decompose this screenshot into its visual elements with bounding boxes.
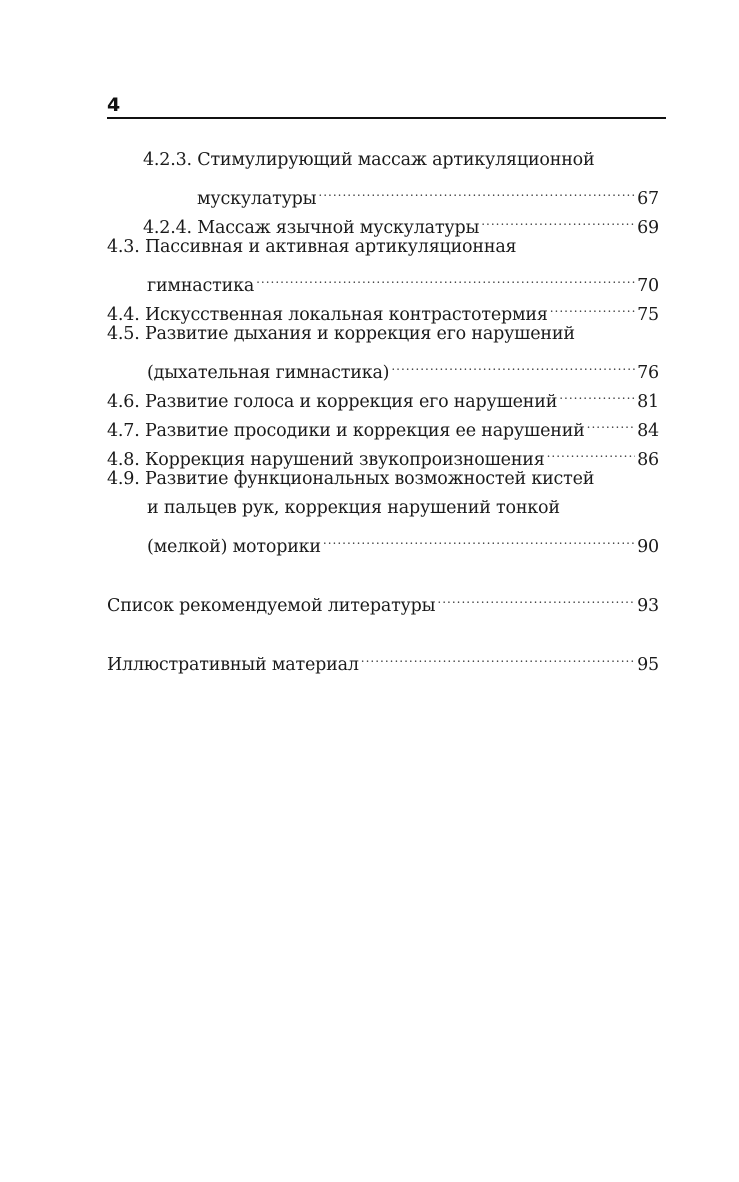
toc-entry-4-9[interactable] (107, 465, 659, 494)
table-of-contents (107, 146, 659, 675)
dot-leader (323, 523, 635, 552)
toc-entry-literature[interactable] (107, 582, 659, 616)
toc-entry-title: 4.6. Развитие голоса и коррекция его нарушений (107, 392, 558, 412)
header-rule (107, 117, 666, 119)
toc-entry-title: 4.8. Коррекция нарушений звукопроизношения (107, 450, 545, 470)
toc-page-number: 93 (637, 596, 659, 616)
toc-entry-title: 4.7. Развитие просодики и коррекция ее нарушений (107, 421, 585, 441)
toc-entry-4-3-cont[interactable] (107, 262, 659, 296)
toc-entry-title: 4.9. Развитие функциональных возможностей кистей (107, 469, 595, 489)
dot-leader (547, 436, 636, 465)
dot-leader (361, 641, 635, 670)
dot-leader (437, 582, 635, 611)
toc-entry-title: 4.4. Искусственная локальная контрастотермия (107, 305, 548, 325)
toc-entry-4-2-3[interactable] (107, 146, 659, 175)
toc-page-number: 69 (637, 218, 659, 238)
toc-entry-title: и пальцев рук, коррекция нарушений тонкой (147, 498, 560, 518)
toc-entry-4-3[interactable] (107, 233, 659, 262)
toc-page-number: 75 (637, 305, 659, 325)
dot-leader (587, 407, 635, 436)
toc-entry-title: (дыхательная гимнастика) (147, 363, 390, 383)
dot-leader (550, 291, 635, 320)
toc-entry-title: 4.3. Пассивная и активная артикуляционная (107, 237, 517, 257)
toc-page-number: 76 (637, 363, 659, 383)
toc-entry-title: (мелкой) моторики (147, 537, 321, 557)
toc-entry-title: 4.2.3. Стимулирующий массаж артикуляционной (143, 150, 595, 170)
toc-entry-4-5[interactable] (107, 320, 659, 349)
dot-leader (391, 349, 635, 378)
toc-entry-4-5-cont[interactable] (107, 349, 659, 383)
toc-page-number: 90 (637, 537, 659, 557)
toc-entry-title: 4.2.4. Массаж язычной мускулатуры (143, 218, 480, 238)
toc-entry-illustrations[interactable] (107, 641, 659, 675)
toc-page-number: 84 (637, 421, 659, 441)
page-number: 4 (107, 94, 121, 116)
toc-entry-title: мускулатуры (197, 189, 317, 209)
toc-entry-4-2-3-cont[interactable] (107, 175, 659, 209)
toc-page-number: 86 (637, 450, 659, 470)
toc-entry-4-9-cont2[interactable] (107, 523, 659, 557)
toc-entry-4-9-cont[interactable] (107, 494, 659, 523)
toc-entry-title: 4.5. Развитие дыхания и коррекция его нарушений (107, 324, 575, 344)
dot-leader (318, 175, 635, 204)
toc-page-number: 95 (637, 655, 659, 675)
toc-page-number: 67 (637, 189, 659, 209)
toc-entry-title: Иллюстративный материал (107, 655, 359, 675)
dot-leader (481, 204, 635, 233)
dot-leader (559, 378, 635, 407)
toc-entry-4-2-4[interactable] (107, 204, 659, 238)
toc-entry-title: Список рекомендуемой литературы (107, 596, 436, 616)
dot-leader (256, 262, 635, 291)
toc-page-number: 81 (637, 392, 659, 412)
toc-page-number: 70 (637, 276, 659, 296)
toc-entry-title: гимнастика (147, 276, 255, 296)
